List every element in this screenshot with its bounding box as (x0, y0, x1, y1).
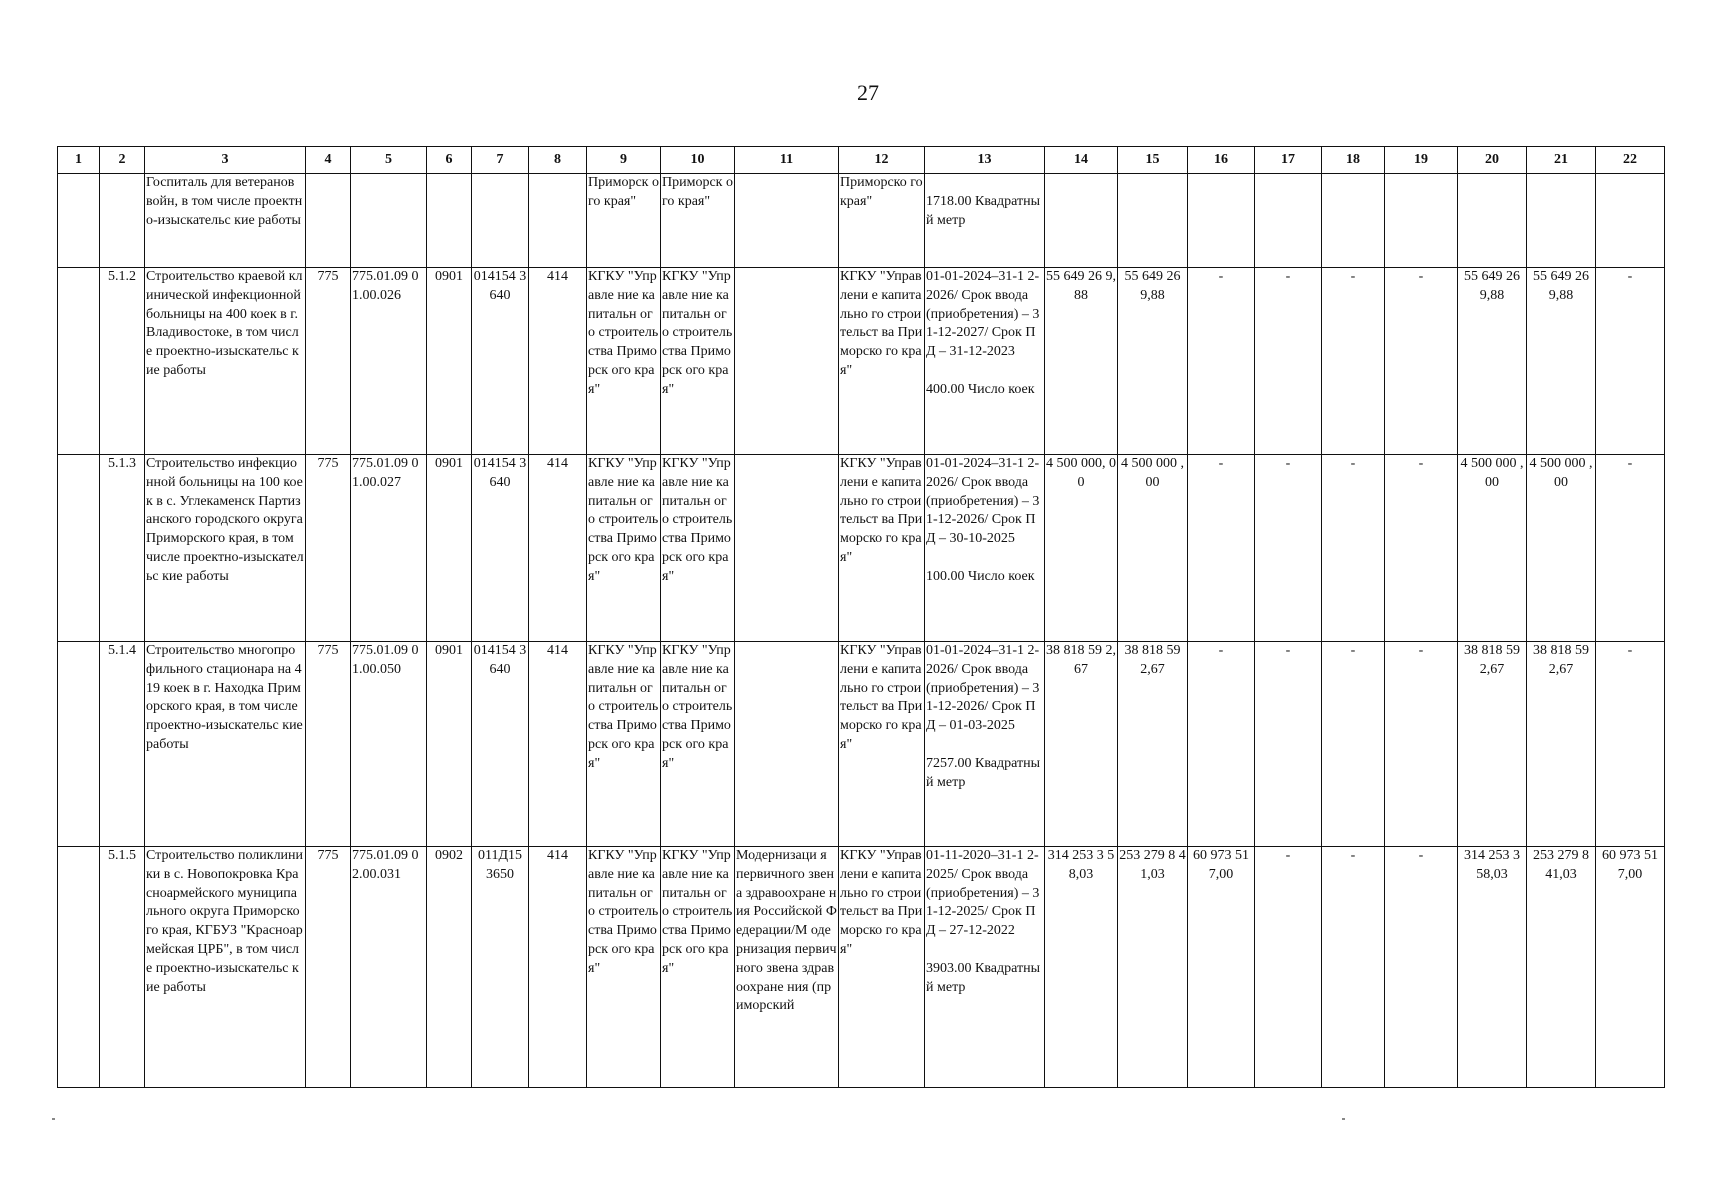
cell-col22: - (1596, 268, 1665, 455)
cell-col8: 414 (529, 847, 587, 1088)
cell-col17: - (1255, 455, 1322, 642)
cell-object-name: Госпиталь для ветеранов войн, в том числе проектно-изыскательс кие работы (145, 174, 306, 268)
cell-col18: - (1322, 847, 1385, 1088)
cell-col12: КГКУ "Управлени е капитально го строительст ва Приморско го края" (839, 847, 925, 1088)
cell-col8: 414 (529, 268, 587, 455)
cell-col16: - (1188, 455, 1255, 642)
cell-col14: 38 818 59 2,67 (1045, 642, 1118, 847)
column-header: 21 (1527, 147, 1596, 174)
cell-col17: - (1255, 642, 1322, 847)
column-header: 17 (1255, 147, 1322, 174)
cell-col9: КГКУ "Управле ние капитальн ого строитель ства Приморск ого края" (587, 642, 661, 847)
cell-col11 (735, 268, 839, 455)
cell-col14: 314 253 3 58,03 (1045, 847, 1118, 1088)
column-header: 22 (1596, 147, 1665, 174)
column-header: 15 (1118, 147, 1188, 174)
column-header: 4 (306, 147, 351, 174)
cell-col19: - (1385, 268, 1458, 455)
cell-col5 (351, 174, 427, 268)
page-number: 27 (857, 80, 879, 105)
cell-col6: 0902 (427, 847, 472, 1088)
cell-index (58, 847, 100, 1088)
column-header: 6 (427, 147, 472, 174)
cell-col16 (1188, 174, 1255, 268)
cell-code: 5.1.5 (100, 847, 145, 1088)
cell-col19: - (1385, 455, 1458, 642)
cell-col14 (1045, 174, 1118, 268)
table-row (58, 268, 1665, 455)
cell-col18: - (1322, 642, 1385, 847)
cell-col13: 01-01-2024–31-1 2-2026/ Срок ввода (приобретения) – 31-12-2026/ Срок ПД – 01-03-2025 7257.00 Квадратный метр (925, 642, 1045, 847)
cell-col18: - (1322, 455, 1385, 642)
cell-object-name: Строительство краевой клинической инфекционной больницы на 400 коек в г. Владивостоке, в том числе проектно-изыскательс кие работы (145, 268, 306, 455)
cell-col19: - (1385, 847, 1458, 1088)
cell-col4: 775 (306, 847, 351, 1088)
table-row (58, 642, 1665, 847)
cell-col15 (1118, 174, 1188, 268)
cell-col4: 775 (306, 642, 351, 847)
cell-col8 (529, 174, 587, 268)
cell-col15: 253 279 8 41,03 (1118, 847, 1188, 1088)
cell-col22: - (1596, 642, 1665, 847)
cell-col8: 414 (529, 642, 587, 847)
budget-table (57, 146, 1665, 1088)
cell-object-name: Строительство поликлиники в с. Новопокровка Красноармейского муниципального округа Приморского края, КГБУЗ "Красноармейская ЦРБ", в том числе проектно-изыскательс кие работы (145, 847, 306, 1088)
cell-code: 5.1.4 (100, 642, 145, 847)
cell-col11 (735, 174, 839, 268)
cell-col15: 55 649 26 9,88 (1118, 268, 1188, 455)
cell-col17 (1255, 174, 1322, 268)
cell-col13: 1718.00 Квадратный метр (925, 174, 1045, 268)
cell-col10: КГКУ "Управле ние капитальн ого строитель ства Приморск ого края" (661, 268, 735, 455)
cell-col12: КГКУ "Управлени е капитально го строительст ва Приморско го края" (839, 642, 925, 847)
cell-col5: 775.01.09 01.00.027 (351, 455, 427, 642)
cell-object-name: Строительство многопрофильного стационара на 419 коек в г. Находка Приморского края, в том числе проектно-изыскательс кие работы (145, 642, 306, 847)
column-header: 19 (1385, 147, 1458, 174)
cell-index (58, 268, 100, 455)
cell-col6: 0901 (427, 455, 472, 642)
cell-code (100, 174, 145, 268)
column-header: 1 (58, 147, 100, 174)
cell-col6: 0901 (427, 268, 472, 455)
cell-col7 (472, 174, 529, 268)
cell-col19 (1385, 174, 1458, 268)
cell-col16: - (1188, 268, 1255, 455)
cell-col16: 60 973 51 7,00 (1188, 847, 1255, 1088)
cell-col13: 01-01-2024–31-1 2-2026/ Срок ввода (приобретения) – 31-12-2026/ Срок ПД – 30-10-2025 100.00 Число коек (925, 455, 1045, 642)
cell-col10: КГКУ "Управле ние капитальн ого строитель ства Приморск ого края" (661, 642, 735, 847)
cell-col20: 55 649 26 9,88 (1458, 268, 1527, 455)
cell-col22 (1596, 174, 1665, 268)
cell-col18 (1322, 174, 1385, 268)
scan-speck (1342, 1118, 1345, 1120)
cell-col17: - (1255, 268, 1322, 455)
cell-col4 (306, 174, 351, 268)
cell-col14: 55 649 26 9,88 (1045, 268, 1118, 455)
column-header: 11 (735, 147, 839, 174)
cell-col5: 775.01.09 01.00.026 (351, 268, 427, 455)
cell-col19: - (1385, 642, 1458, 847)
cell-col15: 4 500 000 ,00 (1118, 455, 1188, 642)
cell-col15: 38 818 59 2,67 (1118, 642, 1188, 847)
cell-col8: 414 (529, 455, 587, 642)
column-header: 12 (839, 147, 925, 174)
table-row (58, 174, 1665, 268)
cell-col6: 0901 (427, 642, 472, 847)
cell-col18: - (1322, 268, 1385, 455)
cell-col7: 014154 3640 (472, 455, 529, 642)
column-header: 10 (661, 147, 735, 174)
cell-col11: Модернизаци я первичного звена здравоохране ния Российской Федерации/М одернизация первичного звена здравоохране ния (приморский (735, 847, 839, 1088)
cell-col9: КГКУ "Управле ние капитальн ого строитель ства Приморск ого края" (587, 268, 661, 455)
cell-col14: 4 500 000, 00 (1045, 455, 1118, 642)
column-header: 5 (351, 147, 427, 174)
cell-col16: - (1188, 642, 1255, 847)
cell-code: 5.1.3 (100, 455, 145, 642)
column-header: 8 (529, 147, 587, 174)
table-row (58, 847, 1665, 1088)
column-header: 9 (587, 147, 661, 174)
cell-col11 (735, 642, 839, 847)
cell-col5: 775.01.09 02.00.031 (351, 847, 427, 1088)
cell-col20: 4 500 000 ,00 (1458, 455, 1527, 642)
column-header: 16 (1188, 147, 1255, 174)
cell-col6 (427, 174, 472, 268)
scan-speck (52, 1118, 55, 1120)
cell-col4: 775 (306, 455, 351, 642)
column-header: 7 (472, 147, 529, 174)
cell-col21: 4 500 000 ,00 (1527, 455, 1596, 642)
cell-index (58, 642, 100, 847)
cell-col7: 011Д15 3650 (472, 847, 529, 1088)
cell-index (58, 455, 100, 642)
cell-col22: 60 973 51 7,00 (1596, 847, 1665, 1088)
cell-code: 5.1.2 (100, 268, 145, 455)
column-header: 13 (925, 147, 1045, 174)
cell-col10: Приморск ого края" (661, 174, 735, 268)
cell-object-name: Строительство инфекционной больницы на 100 коек в с. Углекаменск Партизанского городского округа Приморского края, в том числе проектно-изыскательс кие работы (145, 455, 306, 642)
column-header: 20 (1458, 147, 1527, 174)
cell-col5: 775.01.09 01.00.050 (351, 642, 427, 847)
cell-index (58, 174, 100, 268)
cell-col10: КГКУ "Управле ние капитальн ого строитель ства Приморск ого края" (661, 847, 735, 1088)
column-header: 3 (145, 147, 306, 174)
table-row (58, 455, 1665, 642)
cell-col7: 014154 3640 (472, 268, 529, 455)
cell-col10: КГКУ "Управле ние капитальн ого строитель ства Приморск ого края" (661, 455, 735, 642)
column-header: 18 (1322, 147, 1385, 174)
cell-col9: КГКУ "Управле ние капитальн ого строитель ства Приморск ого края" (587, 455, 661, 642)
cell-col21 (1527, 174, 1596, 268)
column-header: 14 (1045, 147, 1118, 174)
cell-col17: - (1255, 847, 1322, 1088)
cell-col12: КГКУ "Управлени е капитально го строительст ва Приморско го края" (839, 455, 925, 642)
cell-col13: 01-01-2024–31-1 2-2026/ Срок ввода (приобретения) – 31-12-2027/ Срок ПД – 31-12-2023 400.00 Число коек (925, 268, 1045, 455)
cell-col9: Приморск ого края" (587, 174, 661, 268)
cell-col12: КГКУ "Управлени е капитально го строительст ва Приморско го края" (839, 268, 925, 455)
column-header: 2 (100, 147, 145, 174)
cell-col20 (1458, 174, 1527, 268)
cell-col20: 38 818 59 2,67 (1458, 642, 1527, 847)
cell-col11 (735, 455, 839, 642)
cell-col22: - (1596, 455, 1665, 642)
cell-col7: 014154 3640 (472, 642, 529, 847)
header-row (58, 147, 1665, 174)
cell-col9: КГКУ "Управле ние капитальн ого строитель ства Приморск ого края" (587, 847, 661, 1088)
cell-col21: 38 818 59 2,67 (1527, 642, 1596, 847)
cell-col12: Приморско го края" (839, 174, 925, 268)
cell-col4: 775 (306, 268, 351, 455)
cell-col21: 253 279 8 41,03 (1527, 847, 1596, 1088)
cell-col20: 314 253 3 58,03 (1458, 847, 1527, 1088)
cell-col21: 55 649 26 9,88 (1527, 268, 1596, 455)
cell-col13: 01-11-2020–31-1 2-2025/ Срок ввода (приобретения) – 31-12-2025/ Срок ПД – 27-12-2022 3903.00 Квадратный метр (925, 847, 1045, 1088)
